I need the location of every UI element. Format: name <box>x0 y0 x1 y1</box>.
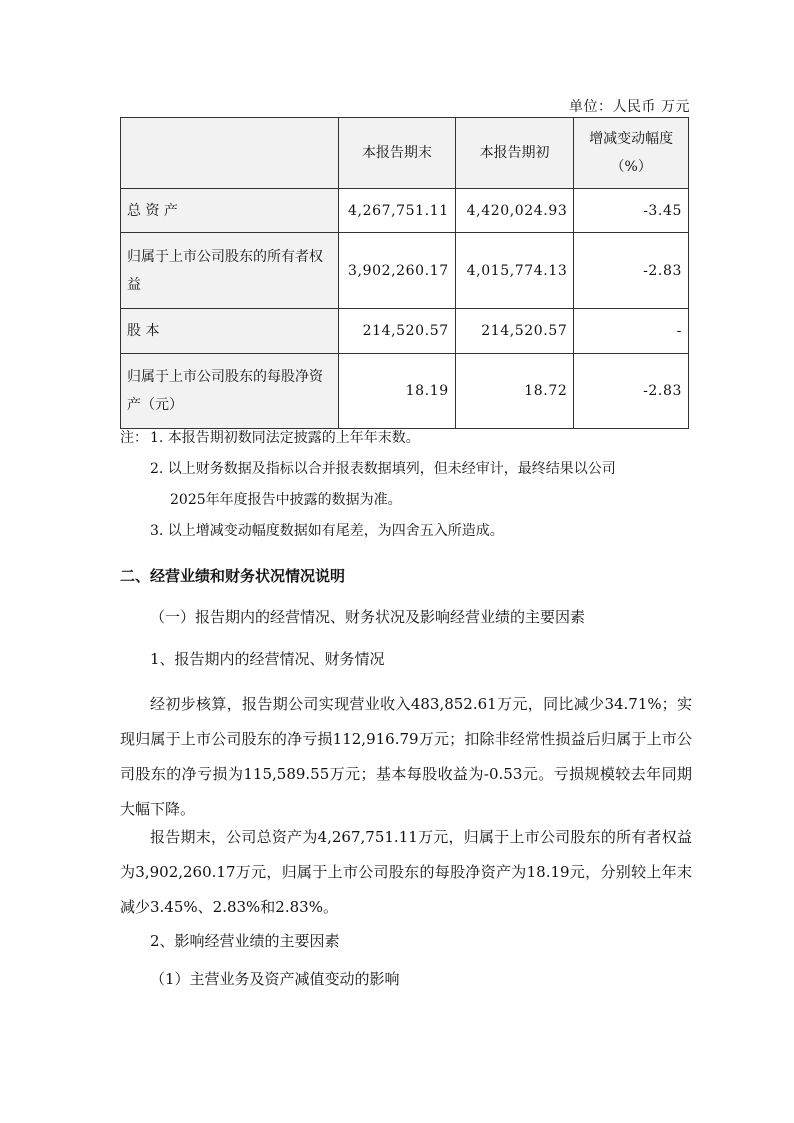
paragraph: 经初步核算，报告期公司实现营业收入483,852.61万元，同比减少34.71%；实现归属于上市公司股东的净亏损112,916.79万元；扣除非经常性损益后归属于上市公司股东的净亏损为115,589.55万元；基本每股收益为-0.53元。亏损规模较去年同期大幅下降。 <box>120 695 692 818</box>
value-change: -3.45 <box>574 189 689 233</box>
paragraph: 报告期末，公司总资产为4,267,751.11万元，归属于上市公司股东的所有者权益为3,902,260.17万元，归属于上市公司股东的每股净资产为18.19元，分别较上年末减少3.45%、2.83%和2.83%。 <box>120 828 692 916</box>
table-row <box>121 354 689 429</box>
table-notes <box>120 428 700 552</box>
subsection-heading: （1）主营业务及资产减值变动的影响 <box>150 970 400 988</box>
value-period-start: 18.72 <box>455 354 574 429</box>
unit-label: 单位：人民币 万元 <box>569 99 690 115</box>
row-label: 股 本 <box>121 309 339 354</box>
table-row <box>121 309 689 354</box>
note-item: 2. 以上财务数据及指标以合并报表数据填列，但未经审计，最终结果以公司 <box>150 461 616 477</box>
header-period-start: 本报告期初 <box>455 118 574 189</box>
note-item: 3. 以上增减变动幅度数据如有尾差，为四舍五入所造成。 <box>150 523 504 539</box>
note-item <box>120 428 700 459</box>
value-period-end: 214,520.57 <box>339 309 456 354</box>
subsection-heading: 1、报告期内的经营情况、财务情况 <box>150 650 385 668</box>
value-change: -2.83 <box>574 233 689 309</box>
value-period-end: 3,902,260.17 <box>339 233 456 309</box>
row-label: 总 资 产 <box>121 189 339 233</box>
row-label: 归属于上市公司股东的每股净资产（元） <box>121 354 339 429</box>
note-text: 1. 本报告期初数同法定披露的上年年末数。 <box>150 430 420 446</box>
value-change: -2.83 <box>574 354 689 429</box>
note-prefix: 注： <box>120 430 148 446</box>
header-change-pct: 增减变动幅度（%） <box>574 118 689 189</box>
note-item: 2025年年度报告中披露的数据为准。 <box>170 492 402 508</box>
value-period-end: 4,267,751.11 <box>339 189 456 233</box>
value-period-end: 18.19 <box>339 354 456 429</box>
row-label: 归属于上市公司股东的所有者权益 <box>121 233 339 309</box>
financial-summary-table <box>120 117 689 429</box>
value-period-start: 4,015,774.13 <box>455 233 574 309</box>
subsection-heading: （一）报告期内的经营情况、财务状况及影响经营业绩的主要因素 <box>150 608 586 626</box>
value-period-start: 214,520.57 <box>455 309 574 354</box>
subsection-heading: 2、影响经营业绩的主要因素 <box>150 932 340 950</box>
value-period-start: 4,420,024.93 <box>455 189 574 233</box>
table-row <box>121 189 689 233</box>
header-period-end: 本报告期末 <box>339 118 456 189</box>
table-row <box>121 233 689 309</box>
header-blank <box>121 118 339 189</box>
section-heading: 二、经营业绩和财务状况情况说明 <box>120 567 346 585</box>
value-change: - <box>574 309 689 354</box>
table-header-row <box>121 118 689 189</box>
